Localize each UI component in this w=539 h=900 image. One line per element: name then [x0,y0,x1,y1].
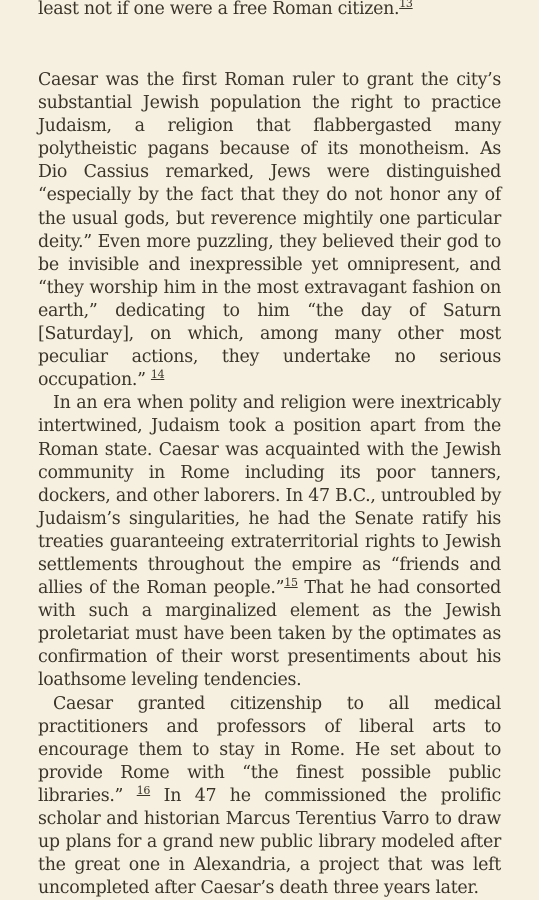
footnote-link-14[interactable]: 14 [150,368,165,382]
main-text [38,69,501,900]
paragraph-3 [38,693,501,900]
paragraph-1 [38,69,501,392]
paragraph-text: That he had consorted with such a marginalized element as the Jewish proletariat must have been taken by the optimates as confirmation of their worst presentiments about his loathsome leveling tendencies. [38,578,501,691]
paragraph-fragment [38,0,501,21]
footnote-link-15[interactable]: 15 [284,576,298,590]
footnote-link-13[interactable]: 13 [399,0,413,10]
paragraph-text: least not if one were a free Roman citizen. [38,0,400,19]
paragraph-text: In 47 he commissioned the prolific scholar and historian Marcus Terentius Varro to draw up plans for a grand new public library modeled after the great one in Alexandria, a project that was left uncompleted after Caesar’s death three years later. [38,785,501,899]
paragraph-2 [38,392,501,692]
paragraph-text: Caesar granted citizenship to all medical practitioners and professors of liberal arts to encourage them to stay in Rome. He set about to provide Rome with “the finest possible public libraries.” [38,693,501,806]
paragraph-text: Caesar was the first Roman ruler to grant the city’s substantial Jewish population the right to practice Judaism, a religion that flabbergasted many polytheistic pagans because of its monotheism. As Dio Cassius remarked, Jews were distinguished “especially by the fact that they do not honor any of the usual gods, but reverence mightily one particular deity.” Even more puzzling, they believed their god to be invisible and inexpressible yet omnipresent, and “they worship him in the most extravagant fashion on earth,” dedicating to him “the day of Saturn [Saturday], on which, among many other most peculiar actions, they undertake no serious occupation.” [38,70,501,391]
paragraph-text: In an era when polity and religion were inextricably intertwined, Judaism took a position apart from the Roman state. Caesar was acquainted with the Jewish community in Rome including its poor tanners, dockers, and other laborers. In 47 B.C., untroubled by Judaism’s singularities, he had the Senate ratify his treaties guaranteeing extraterritorial rights to Jewish settlements throughout the empire as “friends and allies of the Roman people.” [38,393,501,599]
footnote-link-16[interactable]: 16 [136,783,151,797]
